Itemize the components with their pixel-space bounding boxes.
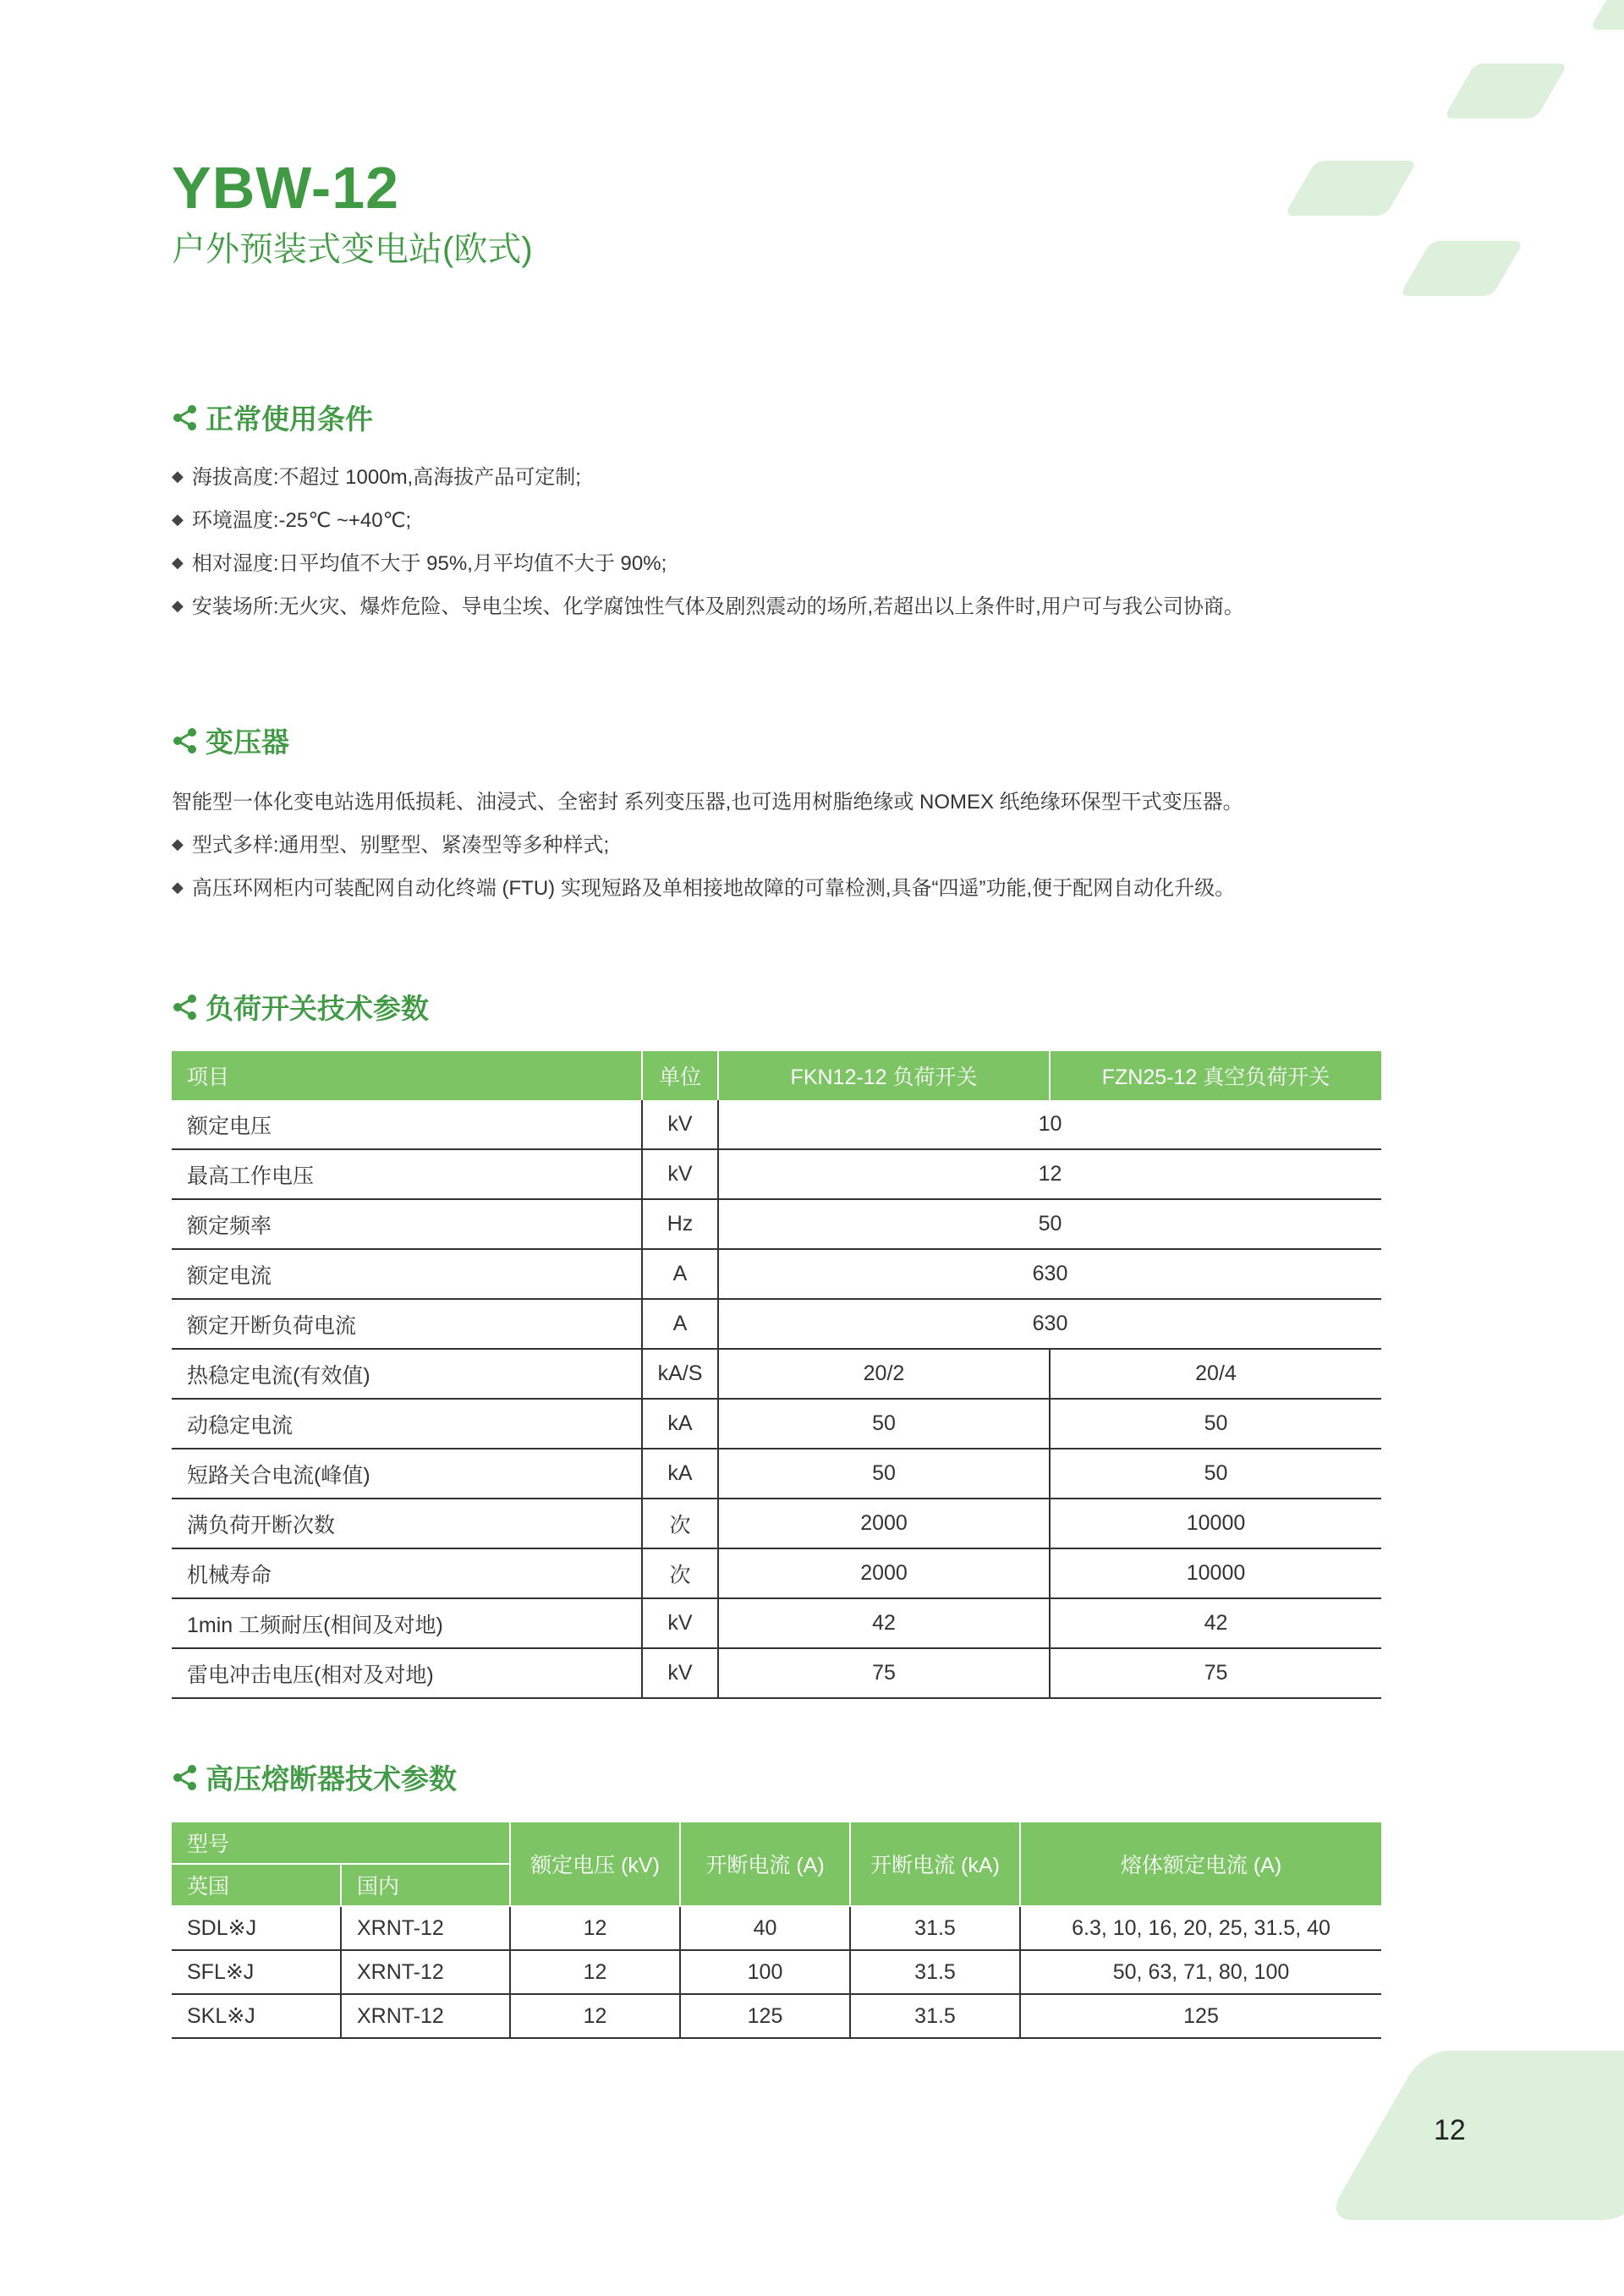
table-row: 满负荷开断次数 次 2000 10000 [172,1499,1381,1548]
bullet-icon: ◆ [172,468,184,485]
deco-shape-top-corner [1589,0,1624,30]
condition-item: ◆ 海拔高度:不超过 1000m,高海拔产品可定制; [172,466,581,489]
table-row: SKL※J XRNT-12 12 125 31.5 125 [172,1994,1381,2038]
share-icon [172,994,199,1021]
section-heading-text: 负荷开关技术参数 [206,993,429,1024]
condition-item: ◆ 环境温度:-25℃ ~+40℃; [172,509,412,532]
bullet-icon: ◆ [172,597,184,615]
table-row: 额定开断负荷电流 A 630 [172,1299,1381,1349]
condition-item: ◆ 相对湿度:日平均值不大于 95%,月平均值不大于 90%; [172,552,667,575]
deco-shape-footer [1325,2051,1624,2220]
header-model: 型号 [172,1822,510,1864]
table-row: SFL※J XRNT-12 12 100 31.5 50, 63, 71, 80, 100 [172,1950,1381,1994]
bullet-icon: ◆ [172,511,184,529]
table-row: 短路关合电流(峰值) kA 50 50 [172,1449,1381,1499]
share-icon [172,404,199,431]
section-heading-conditions [172,397,373,437]
section-heading-load-switch [172,987,429,1027]
header-cn: 国内 [341,1864,510,1906]
transformer-item: ◆ 型式多样:通用型、别墅型、紧凑型等多种样式; [172,834,610,857]
header-voltage: 额定电压 (kV) [510,1822,680,1906]
table-header-row [172,1822,1381,1864]
header-fkn: FKN12-12 负荷开关 [718,1051,1050,1100]
header-item: 项目 [172,1051,642,1100]
transformer-intro: 智能型一体化变电站选用低损耗、油浸式、全密封 系列变压器,也可选用树脂绝缘或 NOMEX 纸绝缘环保型干式变压器。 [172,791,1243,814]
table-row: SDL※J XRNT-12 12 40 31.5 6.3, 10, 16, 20, 25, 31.5, 40 [172,1906,1381,1950]
header-fzn: FZN25-12 真空负荷开关 [1050,1051,1381,1100]
bullet-icon: ◆ [172,836,184,853]
fuse-table [172,1822,1381,2039]
table-row: 雷电冲击电压(相对及对地) kV 75 75 [172,1648,1381,1698]
table-row: 最高工作电压 kV 12 [172,1149,1381,1199]
page-number: 12 [1434,2114,1466,2146]
deco-shape-1 [1443,63,1568,118]
section-heading-fuse [172,1757,457,1797]
table-row: 热稳定电流(有效值) kA/S 20/2 20/4 [172,1349,1381,1399]
bullet-icon: ◆ [172,879,184,896]
deco-shape-3 [1399,241,1524,296]
table-row: 动稳定电流 kA 50 50 [172,1399,1381,1449]
product-subtitle: 户外预装式变电站(欧式) [172,231,533,268]
section-heading-text: 正常使用条件 [206,403,373,435]
section-heading-text: 高压熔断器技术参数 [206,1763,457,1795]
transformer-item: ◆ 高压环网柜内可装配网自动化终端 (FTU) 实现短路及单相接地故障的可靠检测,具备“四遥”功能,便于配网自动化升级。 [172,877,1236,900]
model-title: YBW-12 [172,155,400,221]
table-row: 额定频率 Hz 50 [172,1199,1381,1249]
header-unit: 单位 [642,1051,718,1100]
load-switch-table [172,1051,1381,1699]
condition-item: ◆ 安装场所:无火灾、爆炸危险、导电尘埃、化学腐蚀性气体及剧烈震动的场所,若超出以上条件时,用户可与我公司协商。 [172,595,1244,618]
share-icon [172,727,199,754]
table-header-row [172,1051,1381,1100]
section-heading-transformer [172,721,289,760]
table-row: 1min 工频耐压(相间及对地) kV 42 42 [172,1598,1381,1648]
deco-shape-2 [1284,161,1418,216]
table-row: 额定电流 A 630 [172,1249,1381,1299]
header-break-ka: 开断电流 (kA) [850,1822,1020,1906]
table-row: 机械寿命 次 2000 10000 [172,1548,1381,1598]
header-uk: 英国 [172,1864,341,1906]
table-row: 额定电压 kV 10 [172,1100,1381,1149]
section-heading-text: 变压器 [206,726,289,758]
share-icon [172,1764,199,1791]
bullet-icon: ◆ [172,554,184,572]
header-break-a: 开断电流 (A) [680,1822,850,1906]
header-melt-current: 熔体额定电流 (A) [1020,1822,1381,1906]
